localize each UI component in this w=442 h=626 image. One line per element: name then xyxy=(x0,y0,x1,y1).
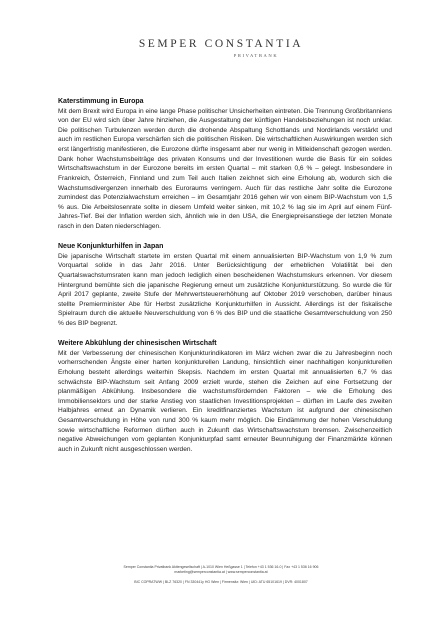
footer-address: Semper Constantia Privatbank Aktiengesellschaft | A-1010 Wien Heßgasse 1 | Telefon +43 1 536 16-0 | Fax +43 1 536 16 906 xyxy=(123,565,319,569)
footer-contact: marketing@semperconstantia.at | www.semperconstantia.at xyxy=(174,570,268,574)
footer-registration: BIC COPRATWW | BLZ 76320 | FN 330441y HG Wien | Firmensitz: Wien | UID: ATU 65101619 | DVR: 4001807 xyxy=(134,580,308,584)
section-paragraph: Mit dem Brexit wird Europa in eine lange Phase politischer Unsicherheiten eintreten. Die Trennung Großbritanniens von der EU wird sich über Jahre hinziehen, die Ausgestaltung der künftigen Handelsbeziehungen ist noch unklar. Die politischen Turbulenzen werden durch die drohende Abspaltung Schottlands und Nordirlands verstärkt und auch im restlichen Europa verschärfen sich die politischen Risiken. Die wirtschaftlichen Auswirkungen werden sich erst längerfristig manifestieren, die Eurozone dürfte insgesamt aber nur wenig in Mitleidenschaft gezogen werden. Dank hoher Wachstumsbeiträge des privaten Konsums und der Investitionen wurde die Basis für ein solides Wirtschaftswachstum in der Eurozone bereits im ersten Quartal – mit starken 0,6 % – gelegt. Insbesondere in Frankreich, Österreich, Finnland und zum Teil auch Italien zeichnet sich eine Erholung ab, wodurch sich die Wachstumsdivergenzen innerhalb des Euroraums verringern. Auch für das restliche Jahr sollte die Eurozone zumindest das Potenzialwachstum erreichen – im Gesamtjahr 2016 gehen wir von einem BIP-Wachstum von 1,5 % aus. Die Arbeitslosenrate sollte in diesem Umfeld weiter sinken, mit 10,2 % lag sie im April auf einem Fünf-Jahres-Tief. Bei der Inflation werden sich, ähnlich wie in den USA, die Energiepreisanstiege der letzten Monate rasch in den Daten niederschlagen. xyxy=(58,107,392,230)
section-japan xyxy=(58,242,392,329)
section-heading: Neue Konjunkturhilfen in Japan xyxy=(58,243,164,251)
logo-subtitle: PRIVATBANK xyxy=(233,53,279,58)
section-china xyxy=(58,339,392,454)
company-logo xyxy=(0,38,442,58)
document-body xyxy=(58,97,392,465)
section-europe xyxy=(58,97,392,232)
section-paragraph: Mit der Verbesserung der chinesischen Konjunkturindikatoren im März wichen zwar die zu Jahresbeginn noch vorherrschenden Ängste einer harten konjunkturellen Landung, hinsichtlich einer nachhaltigen konjunkturellen Erholung besteht allerdings weiterhin Skepsis. Nachdem im ersten Quartal mit annualisierten 6,7 % das schwächste BIP-Wachstum seit Anfang 2009 erzielt wurde, stehen die Zeichen auf eine Fortsetzung der planmäßigen Abkühlung. Insbesondere die wachstumsfördernden Faktoren – wie die Erholung des Immobiliensektors und der starke Anstieg von staatlichen Investitionsprojekten – dürften im Laufe des zweiten Halbjahres erneut an Dynamik verlieren. Ein kreditfinanziertes Wachstum ist aufgrund der chinesischen Gesamtverschuldung in Höhe von rund 300 % kaum mehr möglich. Die Eindämmung der hohen Verschuldung sowie wirtschaftliche Reformen dürften auch in Zukunft das Wirtschaftswachstum bremsen. Zwischenzeitlich negative Abweichungen vom geplanten Konjunkturpfad samt erneuter Beunruhigung der Finanzmärkte können auch in Zukunft nicht ausgeschlossen werden. xyxy=(58,349,392,453)
logo-wordmark: SEMPER CONSTANTIA xyxy=(138,38,304,50)
section-paragraph: Die japanische Wirtschaft startete im ersten Quartal mit einem annualisierten BIP-Wachstum von 1,9 % zum Vorquartal solide in das Jahr 2016. Unter Berücksichtigung der erheblichen Volatilität bei den Quartalswachstumsraten kann man jedoch lediglich einen bescheidenen Wachstumskurs erkennen. Vor diesem Hintergrund bemühte sich die japanische Regierung erneut um zusätzliche Konjunkturstützung. So wurde die für April 2017 geplante, zweite Stufe der Mehrwertsteuererhöhung auf Oktober 2019 verschoben, darüber hinaus stellte Premierminister Abe für Herbst zusätzliche Konjunkturhilfen in Aussicht. Allerdings ist der fiskalische Spielraum durch die aktuelle Neuverschuldung von 6 % des BIP und die staatliche Gesamtverschuldung von 250 % des BIP begrenzt. xyxy=(58,252,392,327)
section-heading: Weitere Abkühlung der chinesischen Wirtschaft xyxy=(58,340,217,348)
section-heading: Katerstimmung in Europa xyxy=(58,98,144,105)
page-footer xyxy=(40,565,402,585)
